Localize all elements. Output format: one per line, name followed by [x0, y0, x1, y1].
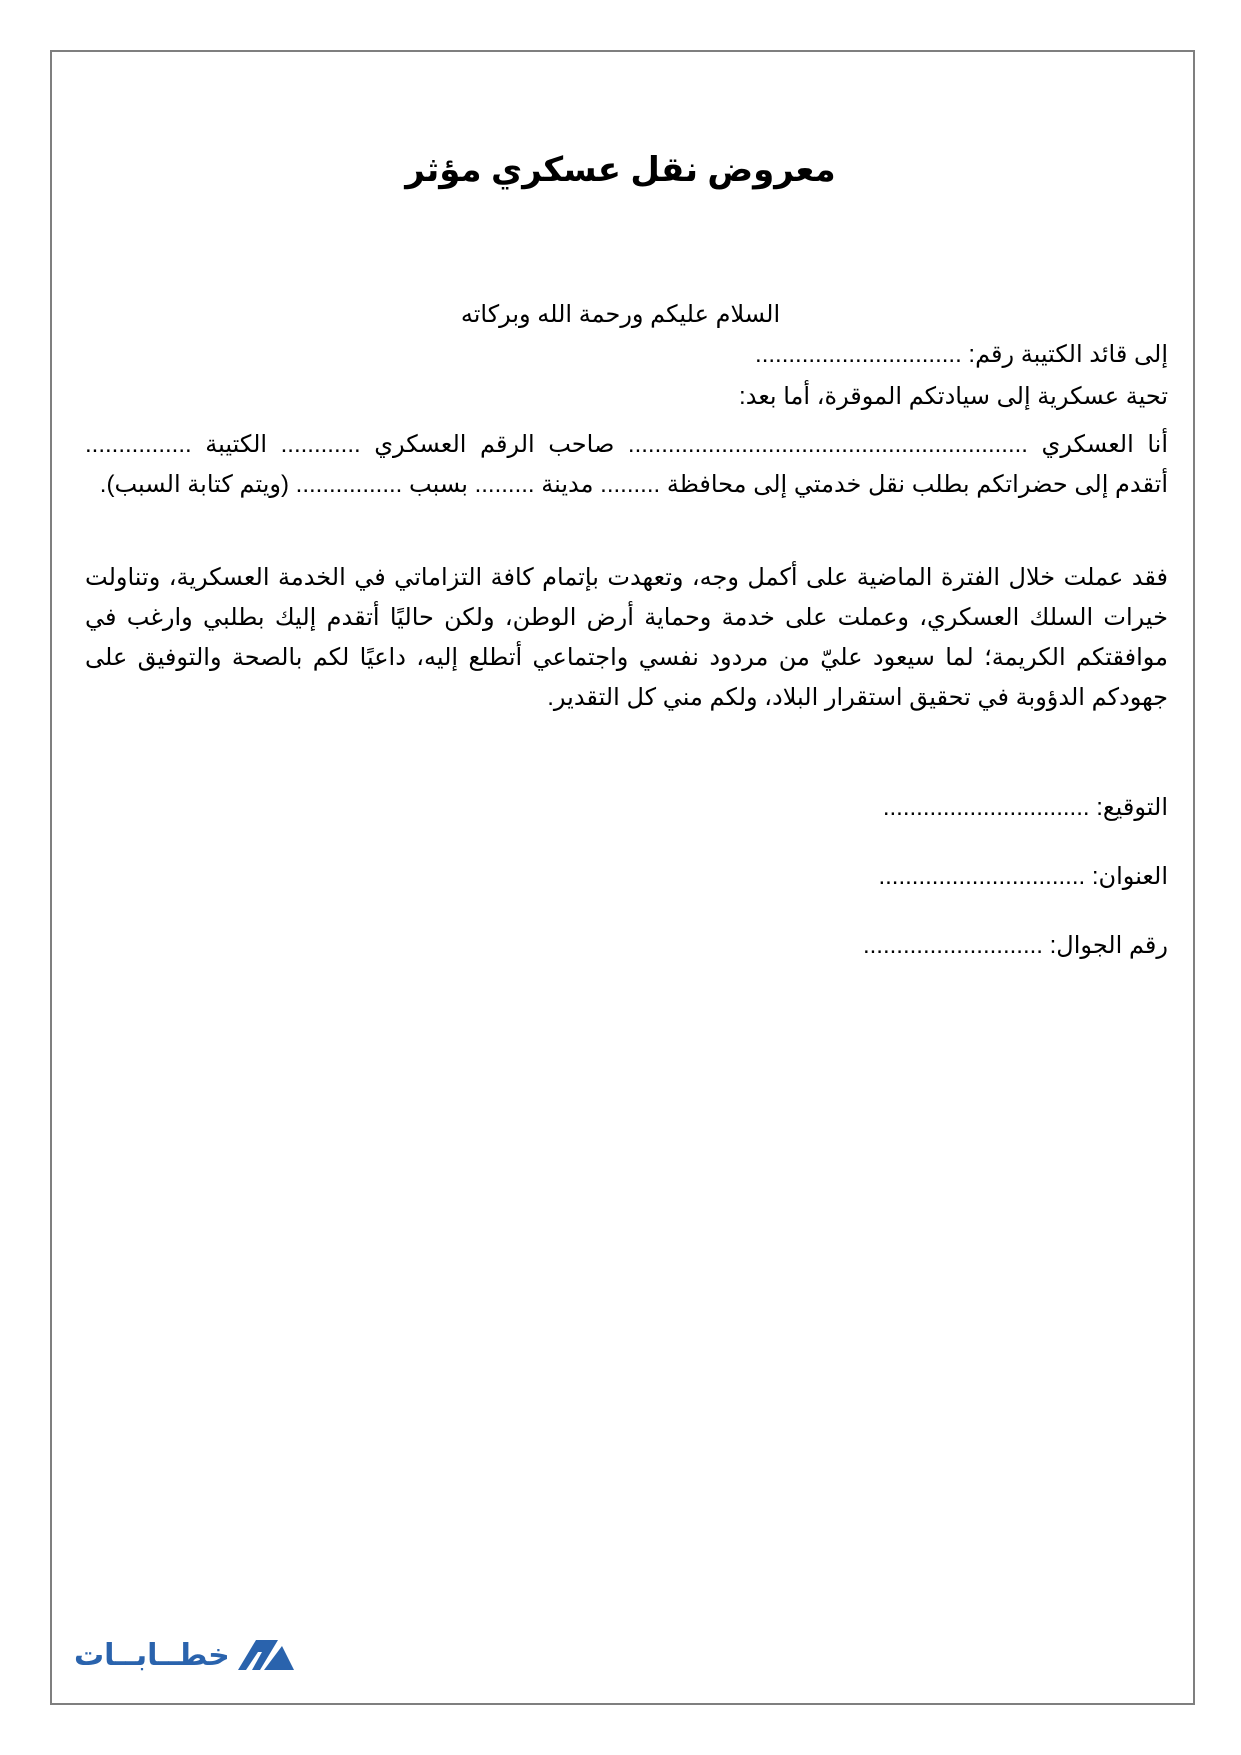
greeting: السلام عليكم ورحمة الله وبركاته [460, 301, 781, 328]
address-line: العنوان: ............................... [878, 863, 1168, 890]
signature-line: التوقيع: ............................... [882, 794, 1168, 821]
intro-paragraph: أنا العسكري ............................................................ صاحب الرقم العسكري ............ الكتيبة ................ أتقدم إلى حضراتكم بطلب نقل خدمتي إلى محافظة ......... مدينة ......... بسبب ................ (ويتم كتابة السبب). [85, 431, 1168, 498]
footer-logo [74, 1630, 304, 1680]
body-paragraph: فقد عملت خلال الفترة الماضية على أكمل وجه، وتعهدت بإتمام كافة التزاماتي في الخدمة العسكرية، وتناولت خيرات السلك العسكري، وعملت على خدمة وحماية أرض الوطن، ولكن حاليًا أتقدم إليك بطلبي وارغب في موافقتكم الكريمة؛ لما سيعود عليّ من مردود نفسي واجتماعي أتطلع إليه، داعيًا لكم بالصحة والتوفيق على جهودكم الدؤوبة في تحقيق استقرار البلاد، ولكم مني كل التقدير. [85, 564, 1168, 711]
document-title: معروض نقل عسكري مؤثر [405, 151, 836, 189]
to-line: إلى قائد الكتيبة رقم: ............................... [755, 341, 1168, 368]
salutation: تحية عسكرية إلى سيادتكم الموقرة، أما بعد: [739, 383, 1168, 410]
khetabat-logo-icon [238, 1640, 294, 1670]
mobile-line: رقم الجوال: ........................... [862, 932, 1168, 959]
logo-text: خطــابــات [74, 1637, 230, 1673]
